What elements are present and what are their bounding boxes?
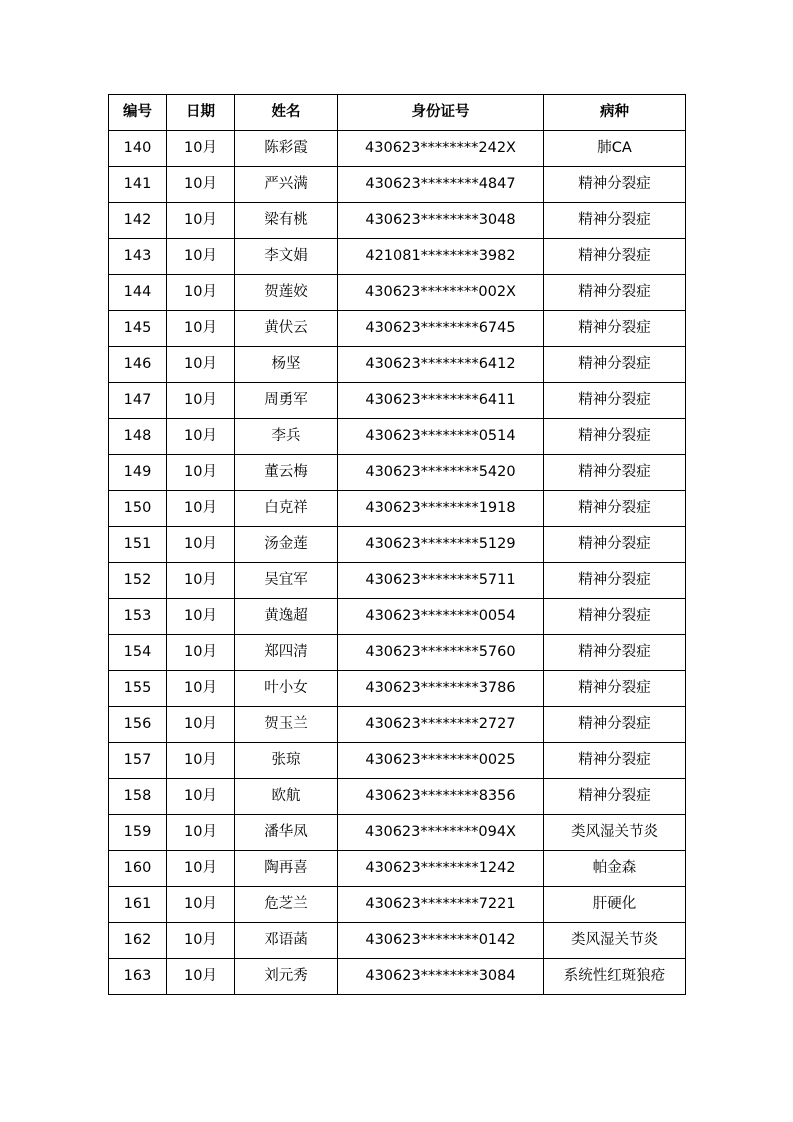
cell-id-card: 430623********3084 xyxy=(338,959,544,995)
cell-name: 汤金莲 xyxy=(235,527,338,563)
cell-disease: 精神分裂症 xyxy=(544,167,686,203)
table-row xyxy=(109,347,686,383)
cell-number: 147 xyxy=(109,383,167,419)
cell-date: 10月 xyxy=(167,923,235,959)
cell-name: 吴宜军 xyxy=(235,563,338,599)
cell-disease: 精神分裂症 xyxy=(544,599,686,635)
table-row xyxy=(109,959,686,995)
cell-id-card: 430623********0514 xyxy=(338,419,544,455)
table-header-row xyxy=(109,95,686,131)
cell-date: 10月 xyxy=(167,419,235,455)
cell-number: 159 xyxy=(109,815,167,851)
cell-name: 郑四清 xyxy=(235,635,338,671)
cell-name: 周勇军 xyxy=(235,383,338,419)
cell-date: 10月 xyxy=(167,527,235,563)
cell-number: 158 xyxy=(109,779,167,815)
cell-date: 10月 xyxy=(167,455,235,491)
cell-disease: 帕金森 xyxy=(544,851,686,887)
cell-disease: 精神分裂症 xyxy=(544,635,686,671)
cell-disease: 精神分裂症 xyxy=(544,743,686,779)
cell-number: 153 xyxy=(109,599,167,635)
cell-name: 潘华凤 xyxy=(235,815,338,851)
table-body xyxy=(109,131,686,995)
cell-name: 李文娟 xyxy=(235,239,338,275)
table-row xyxy=(109,275,686,311)
cell-name: 董云梅 xyxy=(235,455,338,491)
cell-name: 叶小女 xyxy=(235,671,338,707)
table-row xyxy=(109,563,686,599)
cell-date: 10月 xyxy=(167,311,235,347)
table-row xyxy=(109,491,686,527)
cell-number: 163 xyxy=(109,959,167,995)
cell-name: 张琼 xyxy=(235,743,338,779)
table-row xyxy=(109,887,686,923)
cell-number: 155 xyxy=(109,671,167,707)
cell-number: 148 xyxy=(109,419,167,455)
cell-name: 邓语菡 xyxy=(235,923,338,959)
cell-name: 李兵 xyxy=(235,419,338,455)
cell-number: 140 xyxy=(109,131,167,167)
cell-date: 10月 xyxy=(167,887,235,923)
cell-date: 10月 xyxy=(167,599,235,635)
cell-id-card: 430623********0054 xyxy=(338,599,544,635)
header-name: 姓名 xyxy=(235,95,338,131)
cell-id-card: 430623********6745 xyxy=(338,311,544,347)
cell-name: 白克祥 xyxy=(235,491,338,527)
table-row xyxy=(109,815,686,851)
cell-name: 黄伏云 xyxy=(235,311,338,347)
cell-date: 10月 xyxy=(167,815,235,851)
table-row xyxy=(109,671,686,707)
cell-number: 152 xyxy=(109,563,167,599)
cell-id-card: 430623********0142 xyxy=(338,923,544,959)
cell-number: 149 xyxy=(109,455,167,491)
header-id-card: 身份证号 xyxy=(338,95,544,131)
cell-date: 10月 xyxy=(167,959,235,995)
cell-number: 150 xyxy=(109,491,167,527)
header-date: 日期 xyxy=(167,95,235,131)
cell-number: 160 xyxy=(109,851,167,887)
cell-disease: 肝硬化 xyxy=(544,887,686,923)
cell-date: 10月 xyxy=(167,347,235,383)
cell-name: 刘元秀 xyxy=(235,959,338,995)
cell-number: 146 xyxy=(109,347,167,383)
cell-name: 危芝兰 xyxy=(235,887,338,923)
table-row xyxy=(109,779,686,815)
cell-date: 10月 xyxy=(167,635,235,671)
cell-id-card: 430623********2727 xyxy=(338,707,544,743)
cell-name: 贺玉兰 xyxy=(235,707,338,743)
cell-disease: 类风湿关节炎 xyxy=(544,815,686,851)
cell-disease: 精神分裂症 xyxy=(544,275,686,311)
cell-disease: 精神分裂症 xyxy=(544,383,686,419)
cell-name: 严兴满 xyxy=(235,167,338,203)
cell-name: 梁有桃 xyxy=(235,203,338,239)
cell-id-card: 430623********1242 xyxy=(338,851,544,887)
table-row xyxy=(109,167,686,203)
cell-date: 10月 xyxy=(167,743,235,779)
table-row xyxy=(109,383,686,419)
cell-id-card: 430623********5760 xyxy=(338,635,544,671)
cell-name: 贺莲姣 xyxy=(235,275,338,311)
header-number: 编号 xyxy=(109,95,167,131)
table-row xyxy=(109,635,686,671)
cell-disease: 精神分裂症 xyxy=(544,527,686,563)
cell-number: 144 xyxy=(109,275,167,311)
cell-date: 10月 xyxy=(167,491,235,527)
table-row xyxy=(109,923,686,959)
cell-date: 10月 xyxy=(167,131,235,167)
table-row xyxy=(109,311,686,347)
cell-id-card: 430623********0025 xyxy=(338,743,544,779)
cell-date: 10月 xyxy=(167,851,235,887)
cell-disease: 精神分裂症 xyxy=(544,563,686,599)
records-table xyxy=(108,94,686,995)
table-row xyxy=(109,599,686,635)
cell-disease: 精神分裂症 xyxy=(544,779,686,815)
cell-number: 162 xyxy=(109,923,167,959)
cell-disease: 精神分裂症 xyxy=(544,455,686,491)
cell-date: 10月 xyxy=(167,275,235,311)
cell-id-card: 430623********3786 xyxy=(338,671,544,707)
table-row xyxy=(109,743,686,779)
cell-id-card: 430623********1918 xyxy=(338,491,544,527)
cell-id-card: 430623********7221 xyxy=(338,887,544,923)
cell-name: 黄逸超 xyxy=(235,599,338,635)
cell-id-card: 430623********242X xyxy=(338,131,544,167)
cell-disease: 精神分裂症 xyxy=(544,203,686,239)
cell-name: 陶再喜 xyxy=(235,851,338,887)
cell-disease: 精神分裂症 xyxy=(544,419,686,455)
cell-disease: 精神分裂症 xyxy=(544,707,686,743)
cell-disease: 精神分裂症 xyxy=(544,491,686,527)
table-row xyxy=(109,239,686,275)
cell-disease: 精神分裂症 xyxy=(544,671,686,707)
cell-id-card: 430623********002X xyxy=(338,275,544,311)
cell-number: 161 xyxy=(109,887,167,923)
cell-date: 10月 xyxy=(167,779,235,815)
cell-id-card: 430623********5420 xyxy=(338,455,544,491)
cell-id-card: 430623********8356 xyxy=(338,779,544,815)
cell-number: 154 xyxy=(109,635,167,671)
cell-name: 欧航 xyxy=(235,779,338,815)
table-row xyxy=(109,131,686,167)
table-row xyxy=(109,527,686,563)
table-row xyxy=(109,203,686,239)
cell-number: 156 xyxy=(109,707,167,743)
table-row xyxy=(109,707,686,743)
cell-disease: 类风湿关节炎 xyxy=(544,923,686,959)
cell-date: 10月 xyxy=(167,671,235,707)
cell-name: 杨坚 xyxy=(235,347,338,383)
cell-id-card: 430623********5129 xyxy=(338,527,544,563)
cell-date: 10月 xyxy=(167,239,235,275)
cell-id-card: 430623********094X xyxy=(338,815,544,851)
cell-id-card: 421081********3982 xyxy=(338,239,544,275)
cell-number: 151 xyxy=(109,527,167,563)
cell-id-card: 430623********5711 xyxy=(338,563,544,599)
header-disease: 病种 xyxy=(544,95,686,131)
cell-id-card: 430623********6412 xyxy=(338,347,544,383)
table-row xyxy=(109,851,686,887)
cell-number: 157 xyxy=(109,743,167,779)
cell-disease: 精神分裂症 xyxy=(544,239,686,275)
table-row xyxy=(109,455,686,491)
cell-date: 10月 xyxy=(167,167,235,203)
cell-disease: 精神分裂症 xyxy=(544,311,686,347)
cell-number: 143 xyxy=(109,239,167,275)
cell-date: 10月 xyxy=(167,383,235,419)
table-row xyxy=(109,419,686,455)
cell-id-card: 430623********4847 xyxy=(338,167,544,203)
cell-id-card: 430623********6411 xyxy=(338,383,544,419)
cell-disease: 精神分裂症 xyxy=(544,347,686,383)
cell-number: 141 xyxy=(109,167,167,203)
cell-date: 10月 xyxy=(167,563,235,599)
cell-number: 145 xyxy=(109,311,167,347)
cell-id-card: 430623********3048 xyxy=(338,203,544,239)
cell-disease: 肺CA xyxy=(544,131,686,167)
cell-date: 10月 xyxy=(167,203,235,239)
cell-number: 142 xyxy=(109,203,167,239)
cell-name: 陈彩霞 xyxy=(235,131,338,167)
cell-disease: 系统性红斑狼疮 xyxy=(544,959,686,995)
cell-date: 10月 xyxy=(167,707,235,743)
